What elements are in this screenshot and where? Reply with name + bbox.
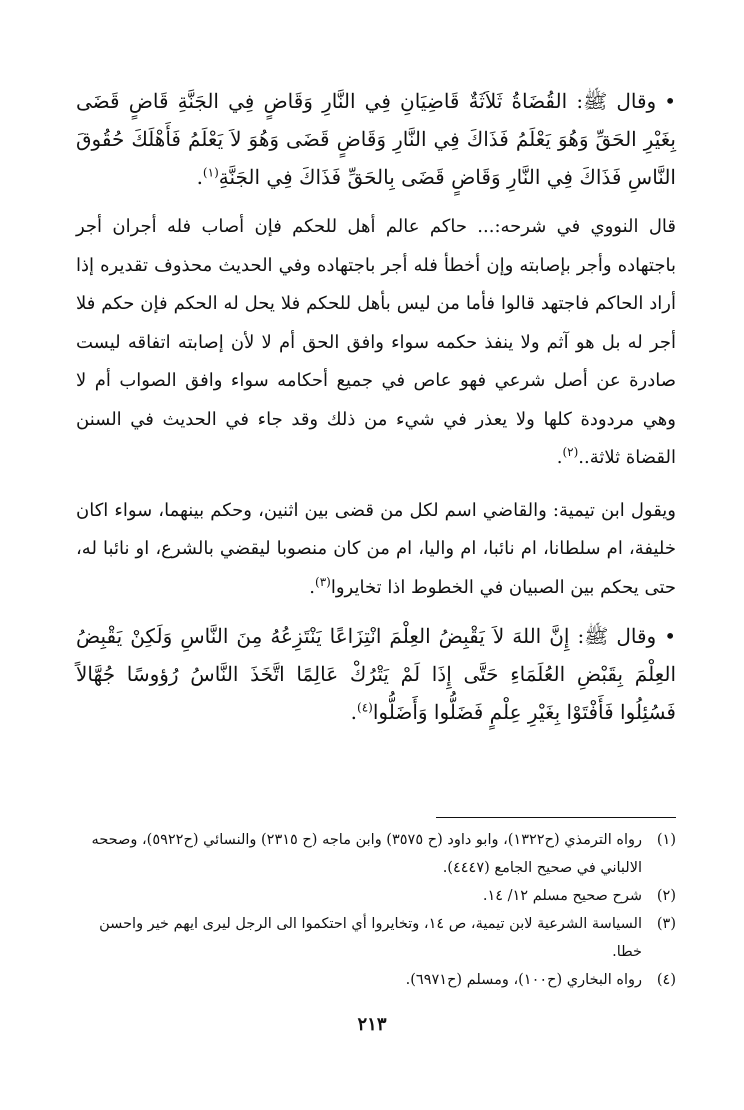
hadith-text: وقال ﷺ: القُضَاةُ ثَلاَثَةٌ قَاضِيَانِ فِي النَّارِ وَقَاضٍ فِي الجَنَّةِ قَاضٍ قَضَى بِغَيْرِ الحَقِّ وَهُوَ يَعْلَمُ فَذَاكَ فِي النَّارِ وَقَاضٍ قَضَى وَهُوَ لاَ يَعْلَمُ فَأَهْلَكَ حُقُوقَ النَّاسِ فَذَاكَ فِي النَّارِ وَقَاضٍ قَضَى بِالحَقِّ فَذَاكَ فِي الجَنَّةِ bbox=[76, 89, 676, 189]
footnote-item bbox=[76, 910, 676, 966]
footnote-text: رواه البخاري (ح١٠٠)، ومسلم (ح٦٩٧١). bbox=[405, 972, 642, 988]
footnote-text: السياسة الشرعية لابن تيمية، ص ١٤، وتخايروا أي احتكموا الى الرجل ليرى ايهم خير واحسن خطا. bbox=[99, 916, 642, 960]
hadith-text: وقال ﷺ: إِنَّ اللهَ لاَ يَقْبِضُ العِلْمَ انْتِزَاعًا يَنْتَزِعُهُ مِنَ النَّاسِ وَلَكِنْ يَقْبِضُ العِلْمَ بِقَبْضِ العُلَمَاءِ حَتَّى إِذَا لَمْ يَتْرُكْ عَالِمًا اتَّخَذَ النَّاسُ رُؤوسًا جُهَّالاً فَسُئِلُوا فَأَفْتَوْا بِغَيْرِ عِلْمٍ فَضَلُّوا وَأَضَلُّوا bbox=[76, 624, 676, 724]
footnote-number: (٤) bbox=[656, 972, 676, 988]
page-number: ٢١٣ bbox=[357, 1014, 387, 1035]
footnotes bbox=[76, 826, 676, 994]
footnote-text: رواه الترمذي (ح١٣٢٢)، وابو داود (ح ٣٥٧٥) وابن ماجه (ح ٢٣١٥) والنسائي (ح٥٩٢٢)، وصححه الالباني في صحيح الجامع (٤٤٤٧). bbox=[91, 832, 642, 876]
footnote-divider bbox=[436, 817, 676, 818]
hadith-paragraph bbox=[76, 82, 676, 196]
footnote-item bbox=[76, 826, 676, 882]
sentence-end: . bbox=[309, 576, 316, 598]
sentence-end: . bbox=[556, 447, 563, 468]
footnote-reference: (١) bbox=[202, 165, 219, 180]
commentary-text: قال النووي في شرحه:... حاكم عالم أهل للحكم فإن أصاب فله أجران أجر باجتهاده وأجر بإصابته وإن أخطأ فله أجر باجتهاده وفي الحديث محذوف تقديره إذا أراد الحاكم فاجتهد قالوا فأما من ليس بأهل للحكم فلا يحل له الحكم فإن حكم فلا أجر له بل هو آثم ولا ينفذ حكمه سواء وافق الحق أم لا لأن إصابته اتفاقه ليست صادرة عن أصل شرعي فهو عاص في جميع أحكامه سواء وافق الصواب أم لا وهي مردودة كلها ولا يعذر في شيء من ذلك وقد جاء في الحديث في السنن القضاة ثلاثة.. bbox=[76, 216, 676, 468]
bullet: • bbox=[664, 624, 676, 648]
commentary-paragraph bbox=[76, 492, 676, 608]
main-text bbox=[76, 82, 676, 731]
footnote-reference: (٢) bbox=[562, 445, 579, 459]
commentary-text: ويقول ابن تيمية: والقاضي اسم لكل من قضى بين اثنين، وحكم بينهما، سواء اكان خليفة، ام سلطانا، ام نائبا، ام واليا، ام من كان منصوبا ليقضي بالشرع، او نائبا له، حتى يحكم بين الصبيان في الخطوط اذا تخايروا bbox=[76, 499, 677, 598]
footnote-number: (٢) bbox=[656, 888, 676, 904]
sentence-end: . bbox=[196, 165, 203, 189]
footnote-number: (٣) bbox=[656, 916, 676, 932]
footnote-number: (١) bbox=[656, 832, 676, 848]
footnote-item bbox=[76, 966, 676, 994]
sentence-end: . bbox=[350, 700, 358, 724]
hadith-paragraph bbox=[76, 617, 676, 731]
commentary-paragraph bbox=[76, 208, 676, 478]
footnote-text: شرح صحيح مسلم ١٢/ ١٤. bbox=[482, 888, 642, 904]
footnote-reference: (٤) bbox=[357, 700, 373, 715]
bullet: • bbox=[664, 89, 676, 113]
footnote-reference: (٣) bbox=[315, 574, 331, 589]
footnote-item bbox=[76, 882, 676, 910]
